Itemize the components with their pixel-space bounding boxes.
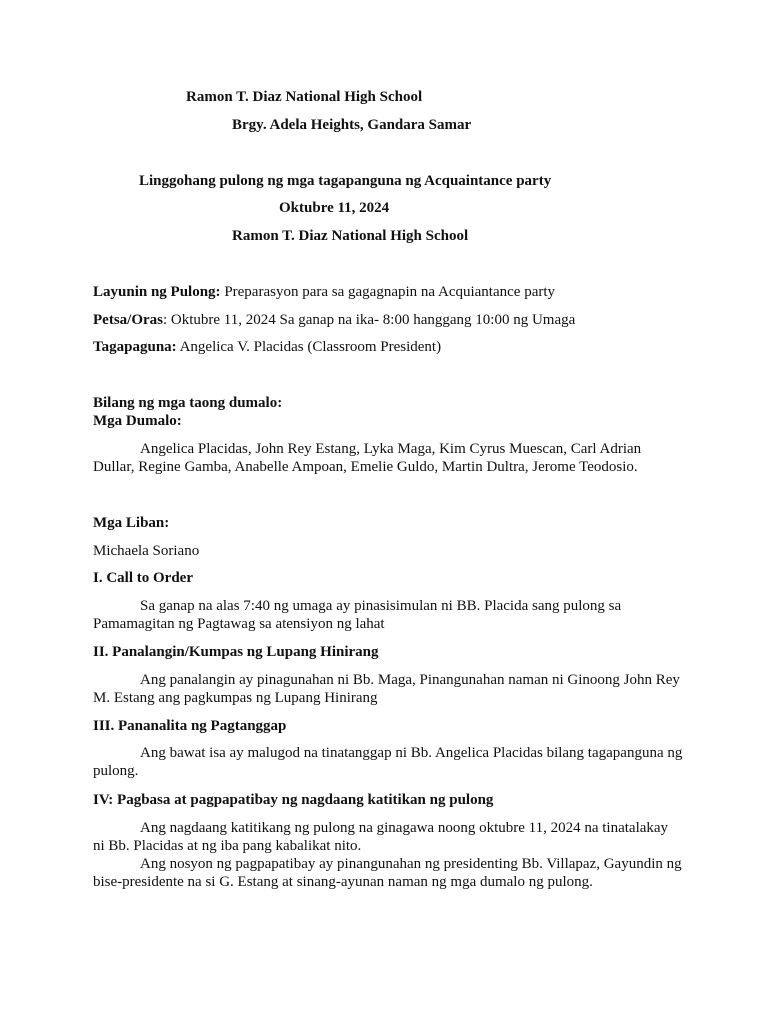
layunin-value: Preparasyon para sa gagagnapin na Acquiantance party xyxy=(220,284,556,300)
petsa-value: : Oktubre 11, 2024 Sa ganap na ika- 8:00 hanggang 10:00 ng Umaga xyxy=(162,312,576,328)
layunin-label: Layunin ng Pulong: xyxy=(93,284,221,300)
tagapaguna-line xyxy=(93,338,441,356)
petsa-label: Petsa/Oras xyxy=(93,312,163,328)
meeting-title: Linggohang pulong ng mga tagapanguna ng Acquaintance party xyxy=(139,173,552,189)
liban-list: Michaela Soriano xyxy=(93,543,200,559)
tagapaguna-label: Tagapaguna: xyxy=(93,339,177,355)
section-heading-pananalita: III. Pananalita ng Pagtanggap xyxy=(93,718,287,734)
meeting-venue: Ramon T. Diaz National High School xyxy=(232,228,469,244)
section-body-pagpapatibay: Ang nosyon ng pagpapatibay ay pinangunahan ng presidenting Bb. Villapaz, Gayundin ng bise-presidente na si G. Estang at sinang-ayunan naman ng mga dumalo ng pulong. xyxy=(93,856,682,890)
section-heading-panalangin: II. Panalangin/Kumpas ng Lupang Hinirang xyxy=(93,644,379,660)
section-body-pananalita: Ang bawat isa ay malugod na tinatanggap ni Bb. Angelica Placidas bilang tagapanguna ng pulong. xyxy=(93,745,683,779)
section-body-call-to-order: Sa ganap na alas 7:40 ng umaga ay pinasisimulan ni BB. Placida sang pulong sa Pamamagitan ng Pagtawag sa atensiyon ng lahat xyxy=(93,598,622,632)
dumalo-label: Mga Dumalo: xyxy=(93,413,182,429)
liban-label: Mga Liban: xyxy=(93,515,170,531)
tagapaguna-value: Angelica V. Placidas (Classroom President) xyxy=(176,339,442,355)
petsa-line xyxy=(93,311,575,329)
section-body-panalangin: Ang panalangin ay pinagunahan ni Bb. Maga, Pinangunahan naman ni Ginoong John Rey M. Estang ang pagkumpas ng Lupang Hinirang xyxy=(93,672,680,706)
bilang-label: Bilang ng mga taong dumalo: xyxy=(93,395,283,411)
section-heading-call-to-order: I. Call to Order xyxy=(93,570,193,586)
school-name: Ramon T. Diaz National High School xyxy=(186,89,423,105)
layunin-line xyxy=(93,283,555,301)
section-body-pagbasa: Ang nagdaang katitikang ng pulong na ginagawa noong oktubre 11, 2024 na tinatalakay ni Bb. Placidas at ng iba pang kabalikat nito. xyxy=(93,820,669,854)
school-address: Brgy. Adela Heights, Gandara Samar xyxy=(232,117,472,133)
dumalo-list: Angelica Placidas, John Rey Estang, Lyka Maga, Kim Cyrus Muescan, Carl Adrian Dullar, Regine Gamba, Anabelle Ampoan, Emelie Guldo, Martin Dultra, Jerome Teodosio. xyxy=(93,441,642,475)
meeting-date: Oktubre 11, 2024 xyxy=(279,200,390,216)
section-heading-pagbasa: IV: Pagbasa at pagpapatibay ng nagdaang katitikan ng pulong xyxy=(93,792,494,808)
